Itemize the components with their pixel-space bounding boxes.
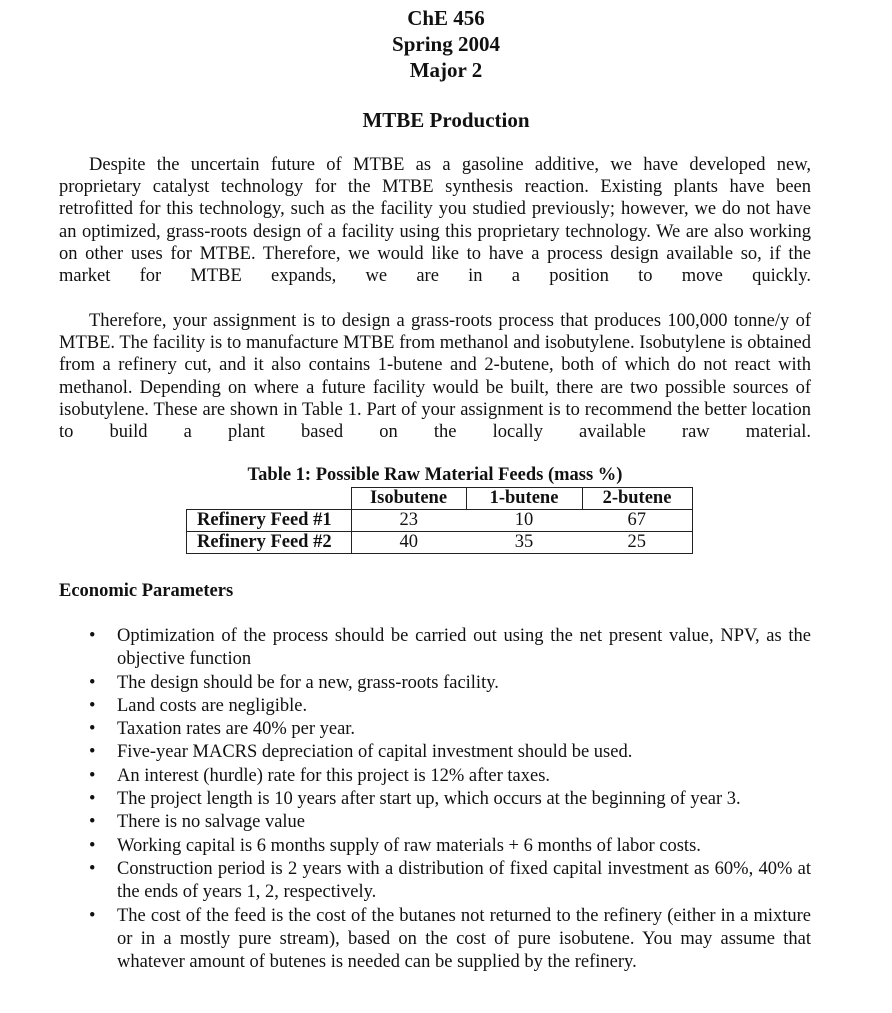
list-item xyxy=(59,788,811,811)
list-item xyxy=(59,811,811,834)
column-header: 1-butene xyxy=(466,488,582,510)
bullet-icon: • xyxy=(89,765,96,786)
bullet-icon: • xyxy=(89,905,96,926)
course-code: ChE 456 xyxy=(407,6,485,30)
term: Spring 2004 xyxy=(392,32,500,56)
bullet-icon: • xyxy=(89,858,96,879)
bullet-icon: • xyxy=(89,812,96,833)
economic-parameters-heading: Economic Parameters xyxy=(59,581,234,601)
bullet-icon: • xyxy=(89,626,96,646)
row-label: Refinery Feed #1 xyxy=(187,510,352,532)
assignment-name: Major 2 xyxy=(409,58,483,82)
list-item-text: An interest (hurdle) rate for this project is 12% after taxes. xyxy=(117,765,551,786)
list-item xyxy=(59,625,811,672)
list-item xyxy=(59,672,811,695)
table-row xyxy=(187,510,693,532)
list-item xyxy=(59,835,811,858)
row-label: Refinery Feed #2 xyxy=(187,532,352,554)
list-item-text: Optimization of the process should be carried out using the net present value, NPV, as the objective function xyxy=(117,626,811,670)
bullet-icon: • xyxy=(89,789,96,810)
list-item xyxy=(59,695,811,718)
list-item-text: The cost of the feed is the cost of the butanes not returned to the refinery (either in a mixture or in a mostly pure stream), based on the cost of pure isobutene. You may assume that whatever amount of butenes is needed can be supplied by the refinery. xyxy=(117,905,811,973)
table-cell: 23 xyxy=(351,510,466,532)
list-item-text: Land costs are negligible. xyxy=(117,695,308,716)
list-item-text: The project length is 10 years after start up, which occurs at the beginning of year 3. xyxy=(117,789,741,810)
column-header: Isobutene xyxy=(351,488,466,510)
assignment-paragraph-text: Therefore, your assignment is to design a grass-roots process that produces 100,000 tonne/y of MTBE. The facility is to manufacture MTBE from methanol and isobutylene. Isobutylene is obtained from a refinery cut, and it also contains 1-butene and 2-butene, both of which do not react with methanol. Depending on where a future facility would be built, there are two possible sources of isobutylene. These are shown in Table 1. Part of your assignment is to recommend the better location to build a plant based on the locally available raw material. xyxy=(59,311,811,443)
list-item xyxy=(59,858,811,905)
list-item xyxy=(59,765,811,788)
list-item-text: There is no salvage value xyxy=(117,812,306,833)
column-header: 2-butene xyxy=(582,488,692,510)
raw-material-feeds-table xyxy=(186,487,693,554)
list-item xyxy=(59,905,811,975)
table-cell: 35 xyxy=(466,532,582,554)
bullet-icon: • xyxy=(89,719,96,740)
list-item xyxy=(59,718,811,741)
table-caption: Table 1: Possible Raw Material Feeds (mass %) xyxy=(247,465,623,485)
table-cell: 67 xyxy=(582,510,692,532)
bullet-icon: • xyxy=(89,672,96,693)
list-item-text: Taxation rates are 40% per year. xyxy=(117,719,356,740)
assignment-paragraph xyxy=(59,310,811,465)
table-cell: 25 xyxy=(582,532,692,554)
list-item xyxy=(59,741,811,764)
document-title: MTBE Production xyxy=(362,108,530,132)
table-cell: 10 xyxy=(466,510,582,532)
bullet-icon: • xyxy=(89,742,96,763)
table-row xyxy=(187,532,693,554)
table-corner-cell xyxy=(187,488,352,510)
list-item-text: Five-year MACRS depreciation of capital investment should be used. xyxy=(117,742,633,763)
bullet-icon: • xyxy=(89,695,96,716)
intro-paragraph xyxy=(59,154,811,309)
table-cell: 40 xyxy=(351,532,466,554)
bullet-icon: • xyxy=(89,835,96,856)
list-item-text: Construction period is 2 years with a distribution of fixed capital investment as 60%, 40% at the ends of years 1, 2, respectively. xyxy=(117,858,811,903)
table-header-row xyxy=(187,488,693,510)
list-item-text: The design should be for a new, grass-roots facility. xyxy=(117,672,499,693)
list-item-text: Working capital is 6 months supply of raw materials + 6 months of labor costs. xyxy=(117,835,701,856)
intro-paragraph-text: Despite the uncertain future of MTBE as a gasoline additive, we have developed new, proprietary catalyst technology for the MTBE synthesis reaction. Existing plants have been retrofitted for this technology, such as the facility you studied previously; however, we do not have an optimized, grass-roots design of a facility using this proprietary technology. We are also working on other uses for MTBE. Therefore, we would like to have a process design available so, if the market for MTBE expands, we are in a position to move quickly. xyxy=(59,155,811,287)
economic-parameters-list xyxy=(59,625,811,974)
